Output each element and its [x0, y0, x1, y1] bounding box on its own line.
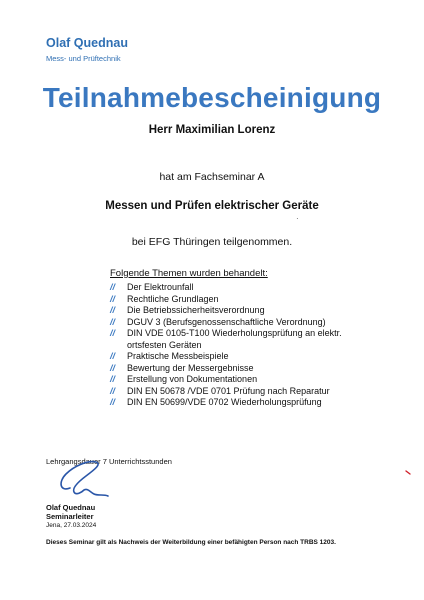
seminar-title: Messen und Prüfen elektrischer Geräte [105, 200, 319, 212]
list-item: // Die Betriebssicherheitsverordnung [110, 305, 265, 315]
checkmark-icon: // [110, 397, 116, 407]
certificate-title: Teilnahmebescheinigung [42, 82, 382, 113]
checkmark-icon: // [110, 351, 116, 361]
list-item: // Bewertung der Messergebnisse [110, 362, 254, 373]
list-item: // DIN EN 50678 /VDE 0701 Prüfung nach Reparatur [110, 385, 330, 396]
list-item: // DGUV 3 (Berufsgenossenschaftliche Verordnung) [110, 316, 326, 327]
footer-note: Dieses Seminar gilt als Nachweis der Weiterbildung einer befähigten Person nach TRBS 1203. [46, 539, 336, 546]
topics-heading: Folgende Themen wurden behandelt: [110, 268, 268, 279]
checkmark-icon: // [110, 282, 116, 292]
list-item: // DIN EN 50699/VDE 0702 Wiederholungsprüfung [110, 397, 322, 407]
list-item: // Erstellung von Dokumentationen [110, 374, 258, 384]
list-item: // Praktische Messbeispiele [110, 351, 229, 361]
course-duration: Lehrgangsdauer 7 Unterrichtsstunden [46, 457, 172, 466]
signer-role: Seminarleiter [46, 512, 94, 521]
list-item: // Der Elektrounfall [110, 282, 194, 292]
checkmark-icon: // [110, 362, 116, 373]
list-item: // DIN VDE 0105-T100 Wiederholungsprüfung an elektr. ortsfesten Geräten [110, 328, 342, 350]
company-name: Olaf Quednau [46, 36, 128, 50]
checkmark-icon: // [110, 385, 116, 396]
checkmark-icon: // [110, 328, 116, 338]
company-subtitle: Mess- und Prüftechnik [46, 54, 121, 63]
checkmark-icon: // [110, 305, 116, 315]
checkmark-icon: // [110, 374, 116, 384]
checkmark-icon: // [110, 316, 116, 327]
participant-name: Herr Maximilian Lorenz [148, 124, 276, 136]
signature-image [50, 452, 110, 502]
place-date: Jena, 27.03.2024 [46, 522, 97, 529]
checkmark-icon: // [110, 293, 116, 304]
signer-name: Olaf Quednau [46, 503, 96, 512]
topics-list [110, 282, 372, 409]
organizer-line: bei EFG Thüringen teilgenommen. [131, 236, 293, 248]
attendance-line: hat am Fachseminar A [159, 171, 265, 183]
list-item: // Rechtliche Grundlagen [110, 293, 219, 304]
red-mark [405, 470, 411, 476]
small-mark: · [296, 214, 299, 223]
